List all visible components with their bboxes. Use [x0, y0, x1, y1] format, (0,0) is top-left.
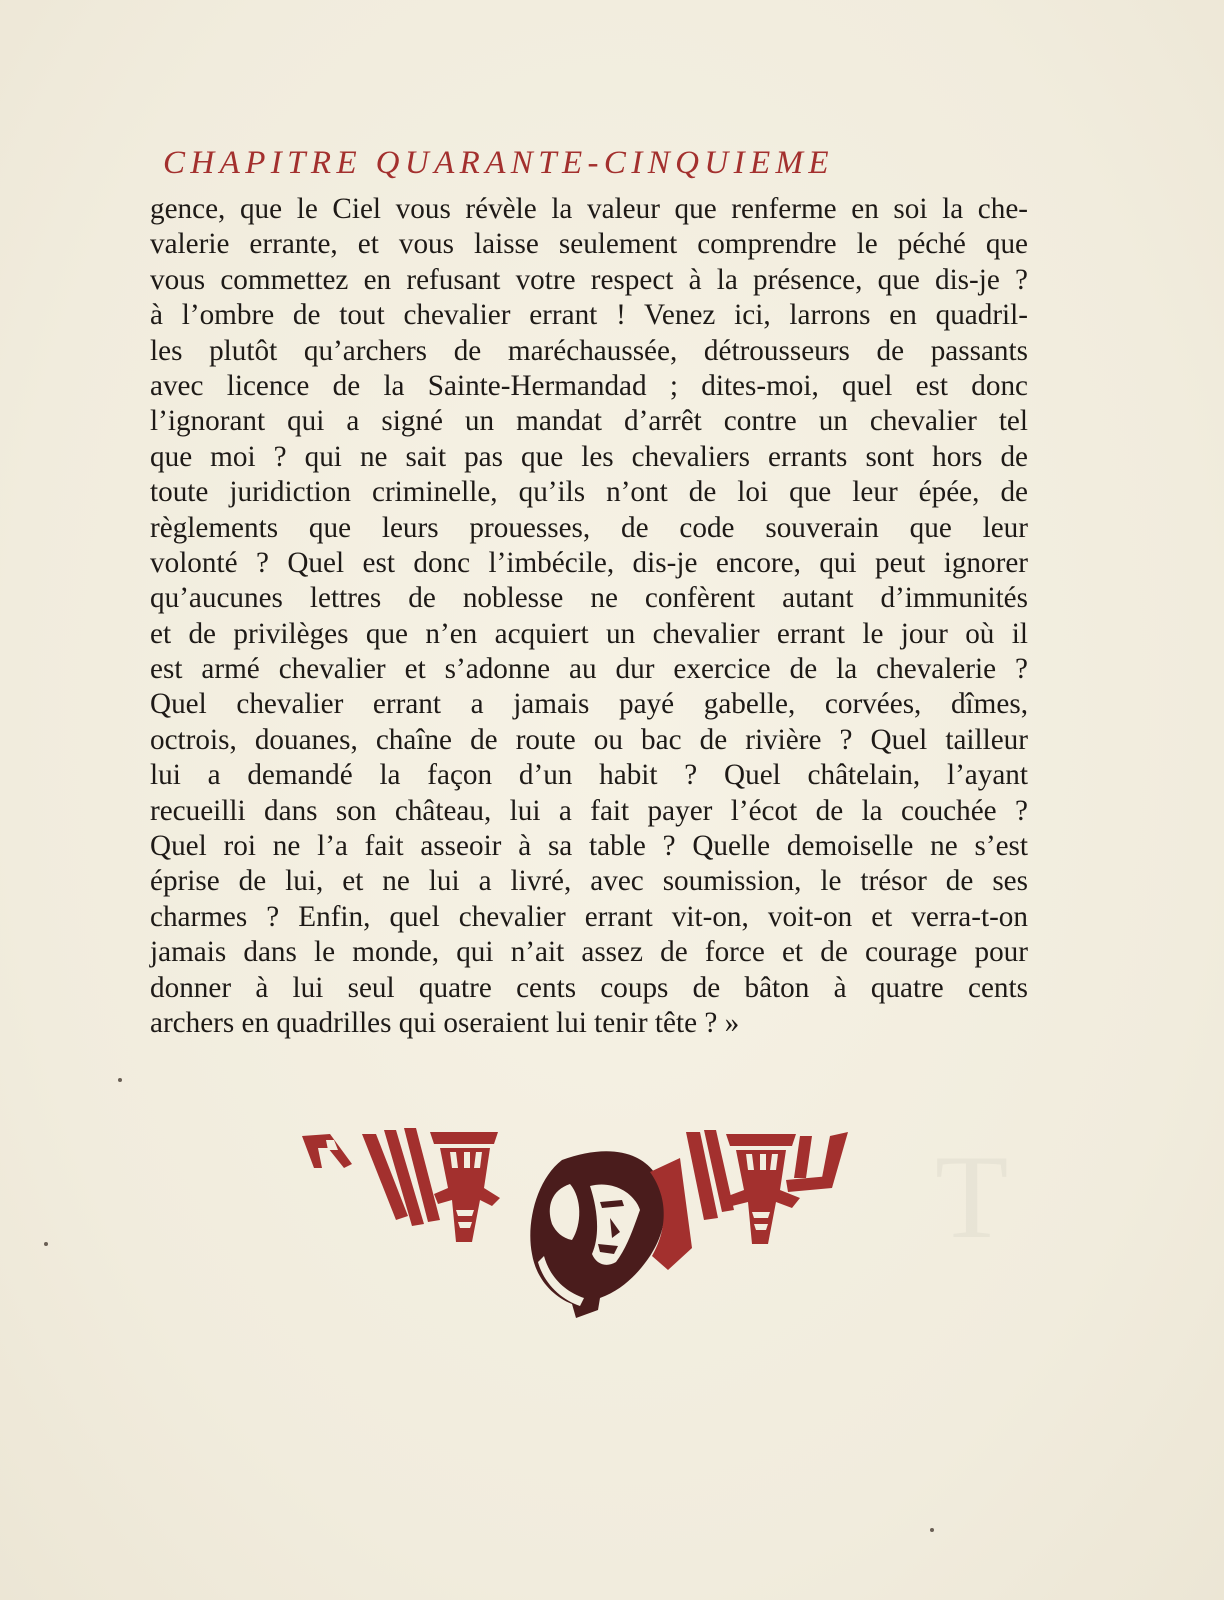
text-line: règlements que leurs prouesses, de code souverain que leur: [150, 511, 1028, 544]
text-line: éprise de lui, et ne lui a livré, avec soumission, le trésor de ses: [150, 865, 1028, 898]
chapter-running-head: CHAPITRE QUARANTE-CINQUIEME: [163, 145, 834, 181]
paper-speck: [930, 1528, 934, 1532]
text-line: valerie errante, et vous laisse seulement comprendre le péché que: [150, 228, 1028, 261]
text-line: à l’ombre de tout chevalier errant ! Venez ici, larrons en quadril-: [150, 299, 1028, 332]
text-line: toute juridiction criminelle, qu’ils n’ont de loi que leur épée, de: [150, 476, 1028, 509]
paper-speck: [44, 1242, 48, 1246]
text-line: Quel roi ne l’a fait asseoir à sa table ? Quelle demoiselle ne s’est: [150, 830, 1028, 863]
decorative-vignette: [300, 1128, 860, 1328]
left-ornament: [302, 1128, 500, 1242]
text-line: recueilli dans son château, lui a fait payer l’écot de la couchée ?: [150, 794, 1028, 827]
text-line: Quel chevalier errant a jamais payé gabelle, corvées, dîmes,: [150, 688, 1028, 721]
text-line: et de privilèges que n’en acquiert un chevalier errant le jour où il: [150, 617, 1028, 650]
text-line: gence, que le Ciel vous révèle la valeur que renferme en soi la che-: [150, 193, 1028, 225]
right-ornament: [686, 1130, 848, 1244]
text-line: les plutôt qu’archers de maréchaussée, détrousseurs de passants: [150, 334, 1028, 367]
text-line: charmes ? Enfin, quel chevalier errant vit-on, voit-on et verra-t-on: [150, 900, 1028, 933]
text-line: vous commettez en refusant votre respect à la présence, que dis-je ?: [150, 263, 1028, 296]
body-text: [150, 192, 1028, 1041]
text-line: donner à lui seul quatre cents coups de bâton à quatre cents: [150, 971, 1028, 1004]
text-line: est armé chevalier et s’adonne au dur exercice de la chevalerie ?: [150, 653, 1028, 686]
text-line: l’ignorant qui a signé un mandat d’arrêt contre un chevalier tel: [150, 405, 1028, 438]
text-line: octrois, douanes, chaîne de route ou bac de rivière ? Quel tailleur: [150, 723, 1028, 756]
text-line: avec licence de la Sainte-Hermandad ; dites-moi, quel est donc: [150, 369, 1028, 402]
paper-speck: [118, 1078, 122, 1082]
text-line: qu’aucunes lettres de noblesse ne confèrent autant d’immunités: [150, 582, 1028, 615]
bleed-through-letter: T: [935, 1130, 1009, 1263]
text-line: lui a demandé la façon d’un habit ? Quel châtelain, l’ayant: [150, 759, 1028, 792]
text-line: que moi ? qui ne sait pas que les chevaliers errants sont hors de: [150, 440, 1028, 473]
text-line: archers en quadrilles qui oseraient lui tenir tête ? »: [150, 1006, 740, 1039]
text-line: jamais dans le monde, qui n’ait assez de force et de courage pour: [150, 936, 1028, 969]
head-illustration: [530, 1151, 692, 1318]
text-line: volonté ? Quel est donc l’imbécile, dis-je encore, qui peut ignorer: [150, 546, 1028, 579]
